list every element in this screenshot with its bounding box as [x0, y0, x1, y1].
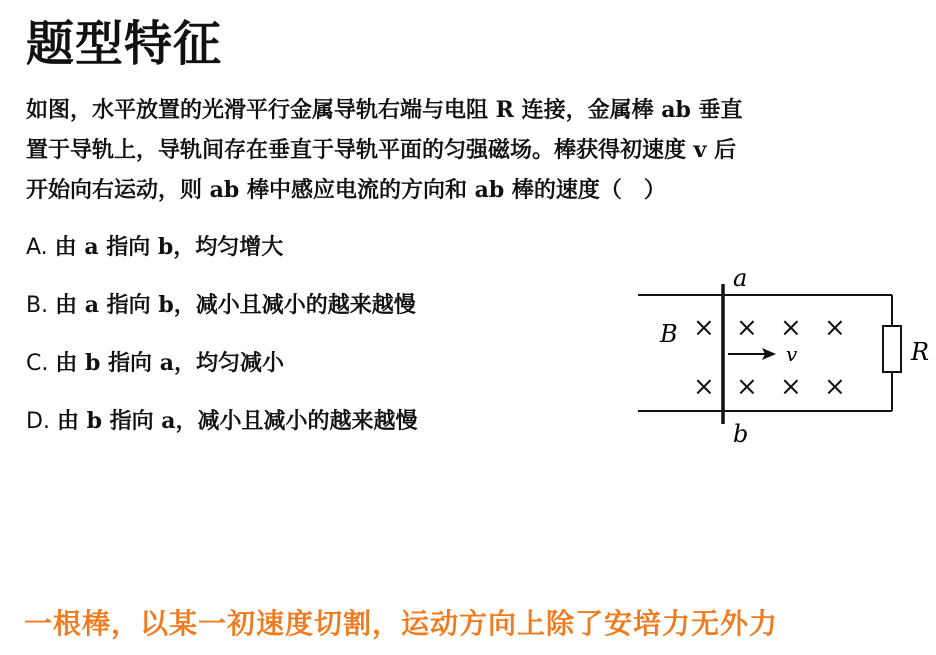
- option-text: 由 b 指向 a，均匀减小: [55, 350, 284, 376]
- question-line: 置于导轨上，导轨间存在垂直于导轨平面的匀强磁场。棒获得初速度 v 后: [26, 137, 737, 163]
- option-text: 由 a 指向 b，减小且减小的越来越慢: [55, 292, 416, 318]
- label-resistor-R: R: [911, 338, 930, 366]
- option-letter: A.: [26, 235, 48, 260]
- resistor: [883, 326, 901, 372]
- field-cross: ×: [693, 313, 715, 343]
- option-letter: D.: [26, 409, 50, 434]
- field-cross: ×: [824, 372, 846, 402]
- option-text: 由 b 指向 a，减小且减小的越来越慢: [56, 408, 418, 434]
- option-text: 由 a 指向 b，均匀增大: [54, 234, 284, 260]
- summary-note: 一根棒，以某一初速度切割，运动方向上除了安培力无外力: [24, 607, 779, 640]
- option-letter: C.: [26, 351, 49, 376]
- label-field-B: B: [660, 320, 678, 348]
- option-letter: B.: [26, 293, 49, 318]
- answer-options: [26, 232, 586, 464]
- field-cross: ×: [780, 372, 802, 402]
- label-b: b: [733, 420, 749, 448]
- label-velocity-v: v: [786, 342, 798, 366]
- page-title: 题型特征: [26, 16, 223, 72]
- option-a[interactable]: [26, 232, 586, 290]
- option-c[interactable]: [26, 348, 586, 406]
- circuit-diagram: [630, 258, 930, 458]
- field-cross: ×: [824, 313, 846, 343]
- question-line: 开始向右运动，则 ab 棒中感应电流的方向和 ab 棒的速度（ ）: [26, 177, 666, 203]
- option-b[interactable]: [26, 290, 586, 348]
- field-cross: ×: [780, 313, 802, 343]
- field-cross: ×: [736, 313, 758, 343]
- question-line: 如图，水平放置的光滑平行金属导轨右端与电阻 R 连接，金属棒 ab 垂直: [26, 97, 743, 123]
- option-d[interactable]: [26, 406, 586, 464]
- label-a: a: [733, 264, 748, 292]
- field-cross: ×: [693, 372, 715, 402]
- question-stem: [26, 90, 926, 210]
- field-cross: ×: [736, 372, 758, 402]
